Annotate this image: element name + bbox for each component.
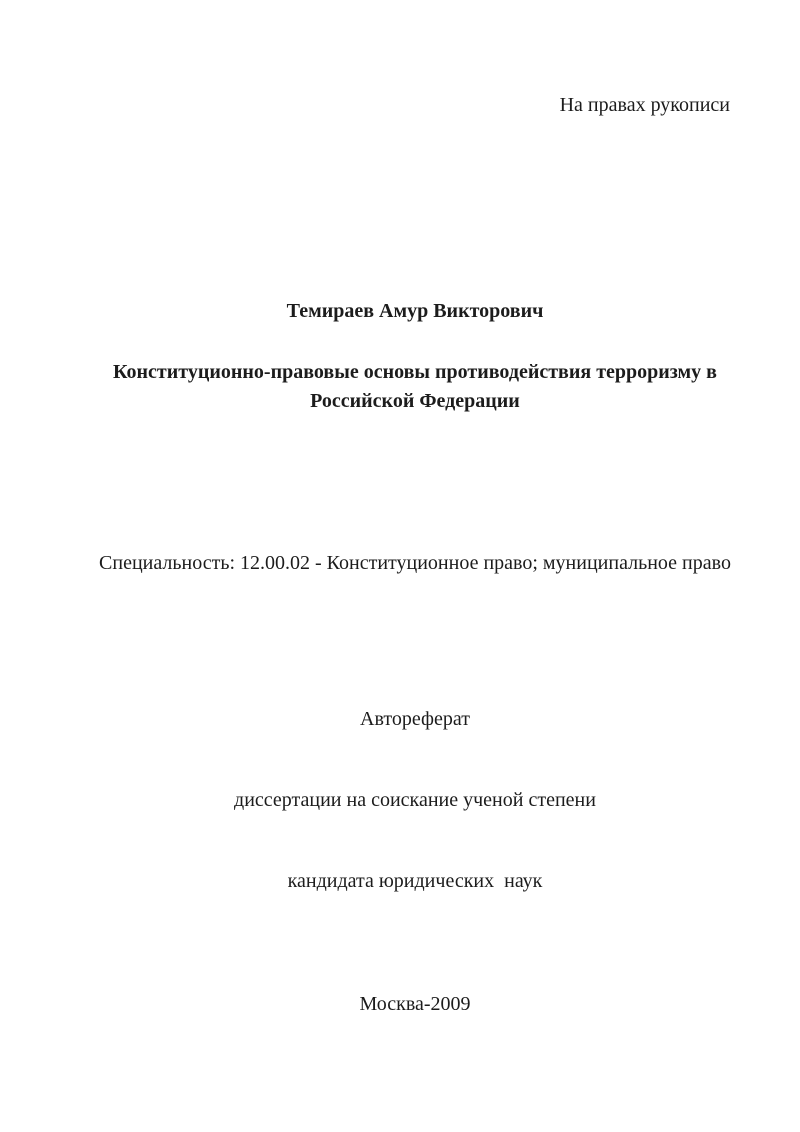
abstract-line1: Автореферат <box>360 708 470 730</box>
dissertation-title-line1: Конституционно-правовые основы противодействия терроризму в <box>113 361 717 383</box>
city-year: Москва-2009 <box>359 993 471 1015</box>
speciality-line: Специальность: 12.00.02 - Конституционное право; муниципальное право <box>99 552 731 574</box>
abstract-line3: кандидата юридических наук <box>287 870 543 892</box>
abstract-line2: диссертации на соискание ученой степени <box>234 789 596 811</box>
dissertation-title-line2: Российской Федерации <box>310 390 520 412</box>
abstract-block <box>30 652 800 949</box>
dissertation-title <box>30 358 800 416</box>
author-name: Темираев Амур Викторович <box>286 300 544 322</box>
manuscript-note: На правах рукописи <box>559 94 730 116</box>
